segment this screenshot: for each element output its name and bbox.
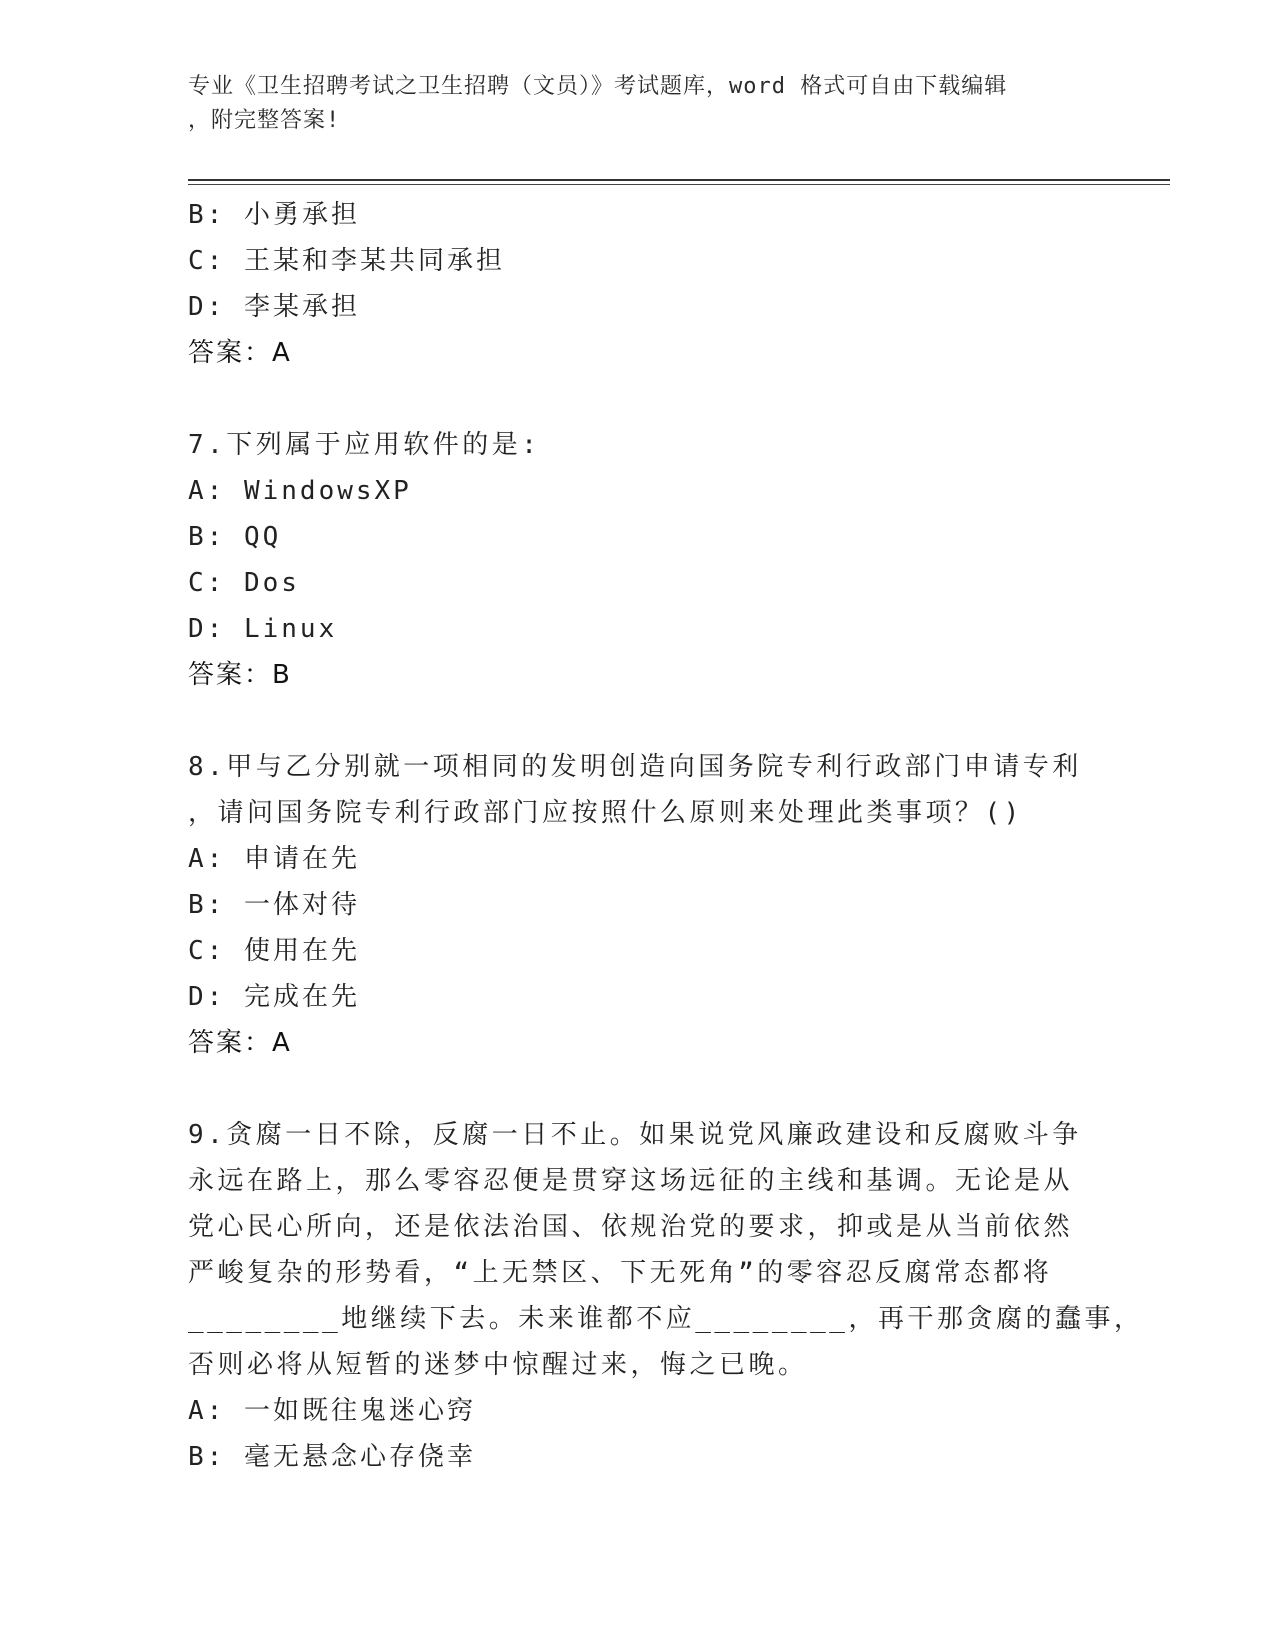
option-a: A: 一如既往鬼迷心窍 <box>188 1396 476 1426</box>
answer-label: 答案：A <box>188 1028 292 1058</box>
question-stem-line: 9.贪腐一日不除，反腐一日不止。如果说党风廉政建设和反腐败斗争 <box>188 1120 1082 1150</box>
header-line-2: ，附完整答案! <box>188 108 341 133</box>
question-6 <box>188 192 1148 376</box>
question-9 <box>188 1112 1148 1480</box>
option-b: B: 一体对待 <box>188 890 360 920</box>
header-line-1: 专业《卫生招聘考试之卫生招聘（文员）》考试题库，word 格式可自由下载编辑 <box>188 74 1008 99</box>
document-header <box>188 70 1088 138</box>
option-c: C: 使用在先 <box>188 936 360 966</box>
question-stem: 7.下列属于应用软件的是: <box>188 430 541 460</box>
question-8 <box>188 744 1148 1066</box>
option-d: D: 完成在先 <box>188 982 360 1012</box>
option-a: A: 申请在先 <box>188 844 360 874</box>
question-stem-line: ，请问国务院专利行政部门应按照什么原则来处理此类事项？() <box>188 798 1023 828</box>
option-a: A: WindowsXP <box>188 476 412 506</box>
option-c: C: 王某和李某共同承担 <box>188 246 505 276</box>
option-b: B: 小勇承担 <box>188 200 360 230</box>
answer-label: 答案：A <box>188 338 292 368</box>
question-stem-line: 严峻复杂的形势看，“上无禁区、下无死角”的零容忍反腐常态都将 <box>188 1258 1053 1288</box>
option-d: D: 李某承担 <box>188 292 360 322</box>
question-stem-line: 8.甲与乙分别就一项相同的发明创造向国务院专利行政部门申请专利 <box>188 752 1082 782</box>
option-b: B: QQ <box>188 522 282 552</box>
answer-label: 答案：B <box>188 660 292 690</box>
question-list <box>188 192 1148 1480</box>
spacer <box>188 698 1148 744</box>
option-b: B: 毫无悬念心存侥幸 <box>188 1442 476 1472</box>
option-d: D: Linux <box>188 614 338 644</box>
question-7 <box>188 422 1148 698</box>
option-c: C: Dos <box>188 568 300 598</box>
question-stem-line: 永远在路上，那么零容忍便是贯穿这场远征的主线和基调。无论是从 <box>188 1166 1074 1196</box>
spacer <box>188 1066 1148 1112</box>
question-stem-line: 否则必将从短暂的迷梦中惊醒过来，悔之已晚。 <box>188 1350 808 1380</box>
question-stem-line: 党心民心所向，还是依法治国、依规治党的要求，抑或是从当前依然 <box>188 1212 1074 1242</box>
header-divider-thin <box>188 184 1170 185</box>
header-divider-thick <box>188 179 1170 181</box>
question-stem-line: ________地继续下去。未来谁都不应________，再干那贪腐的蠢事， <box>188 1304 1144 1334</box>
spacer <box>188 376 1148 422</box>
